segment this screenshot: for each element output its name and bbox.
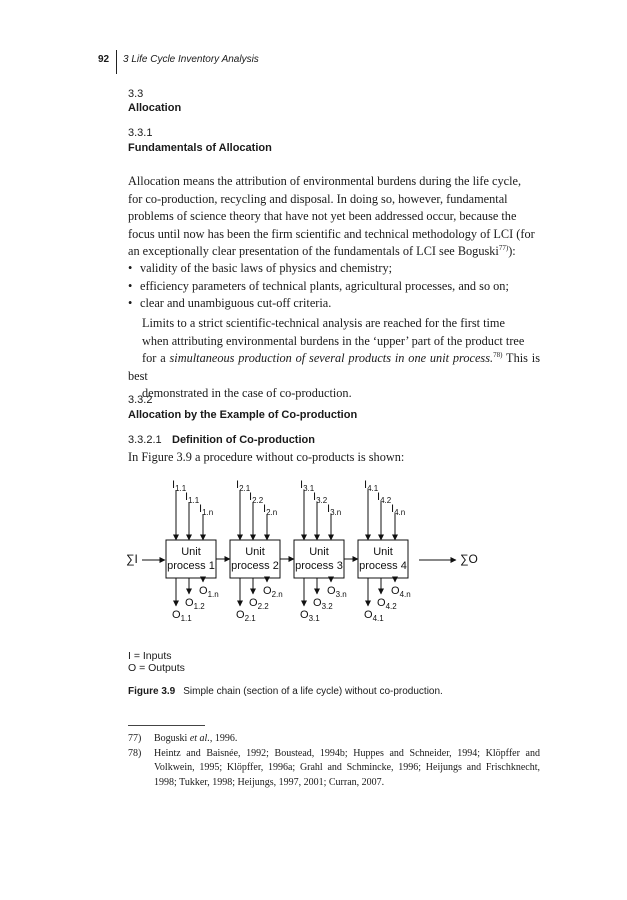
input-label: $I_{3.1}$ xyxy=(300,479,315,493)
output-label: $O_{4.n}$ xyxy=(391,585,411,599)
output-label: $O_{3.1}$ xyxy=(300,609,320,623)
figure-caption-text: Simple chain (section of a life cycle) without co-production. xyxy=(183,686,443,697)
subsection-title: Fundamentals of Allocation xyxy=(128,142,272,154)
output-label: $O_{3.n}$ xyxy=(327,585,347,599)
figure-caption xyxy=(128,686,443,697)
unit-process-label: process 1 xyxy=(167,560,215,572)
unit-process-chain-diagram xyxy=(0,478,627,678)
unit-process-label: Unit xyxy=(373,546,393,558)
footnotes xyxy=(128,732,540,790)
input-label: $I_{4.1}$ xyxy=(364,479,379,493)
footnote-77: 77) Boguski et al., 1996. xyxy=(128,733,238,744)
list-item: • clear and unambiguous cut-off criteria. xyxy=(128,295,540,313)
paragraph-allocation-intro: Allocation means the attribution of environmental burdens during the life cycle, for co-production, recycling and disposal. In doing so, however, fundamental problems of science theory that have not yet been addressed occur, because the focus until now has been the firm scientific and technical methodology of LCI (for an exceptionally clear presentation of the fundamentals of LCI see Boguski$^{77)}$): xyxy=(128,174,535,258)
output-label: $O_{2.1}$ xyxy=(236,609,256,623)
unit-process-label: Unit xyxy=(309,546,329,558)
list-item: • validity of the basic laws of physics and chemistry; xyxy=(128,260,540,278)
paragraph-limits: Limits to a strict scientific-technical analysis are reached for the first time when attributing environmental burdens in the ‘upper’ part of the product tree for a simultaneous production of several products in one unit process.$^{78)}$ This is best demonstrated in the case of co-production. xyxy=(128,316,540,400)
subsection-number: 3.3.1 xyxy=(128,127,153,139)
input-label: $I_{4.n}$ xyxy=(391,503,406,517)
output-label: $O_{1.2}$ xyxy=(185,597,205,611)
unit-process-label: Unit xyxy=(181,546,201,558)
section-title: Allocation xyxy=(128,102,182,114)
output-label: $O_{4.2}$ xyxy=(377,597,397,611)
input-label: $I_{1.1}$ xyxy=(172,479,187,493)
footnote-divider xyxy=(128,725,205,726)
footnote-ref-78[interactable]: 78) xyxy=(493,350,503,359)
subsection-number: 3.3.2 xyxy=(128,394,153,406)
output-label: $O_{2.n}$ xyxy=(263,585,283,599)
input-label: $I_{3.2}$ xyxy=(313,491,328,505)
input-label: $I_{3.n}$ xyxy=(327,503,342,517)
legend-inputs: I = Inputs xyxy=(128,650,172,662)
header-divider xyxy=(116,50,117,74)
page-number: 92 xyxy=(98,54,110,65)
list-item: • efficiency parameters of technical plants, agricultural processes, and so on; xyxy=(128,278,540,296)
input-label: $I_{4.2}$ xyxy=(377,491,392,505)
unit-process-label: Unit xyxy=(245,546,265,558)
legend-outputs: O = Outputs xyxy=(128,662,185,674)
subsubsection-title: Definition of Co-production xyxy=(172,434,315,446)
output-label: $O_{2.2}$ xyxy=(249,597,269,611)
footnote-ref-77[interactable]: 77) xyxy=(498,243,509,252)
figure-intro-sentence: In Figure 3.9 a procedure without co-products is shown: xyxy=(128,450,405,464)
section-number: 3.3 xyxy=(128,88,144,100)
unit-process-label: process 4 xyxy=(359,560,407,572)
output-label: $O_{4.1}$ xyxy=(364,609,384,623)
subsubsection-number: 3.3.2.1 xyxy=(128,434,162,446)
criteria-list xyxy=(128,260,540,313)
input-label: $I_{2.2}$ xyxy=(249,491,264,505)
sum-outputs-label: ∑O xyxy=(460,552,478,566)
input-label: $I_{1.n}$ xyxy=(199,503,214,517)
input-label: $I_{2.1}$ xyxy=(236,479,251,493)
output-label: $O_{1.n}$ xyxy=(199,585,219,599)
figure-label: Figure 3.9 xyxy=(128,686,176,697)
unit-process-label: process 3 xyxy=(295,560,343,572)
unit-process-label: process 2 xyxy=(231,560,279,572)
page-header xyxy=(0,50,627,76)
output-label: $O_{3.2}$ xyxy=(313,597,333,611)
subsection-title: Allocation by the Example of Co-production xyxy=(128,409,358,421)
footnote-78: 78) Heintz and Baisnée, 1992; Boustead, 1994b; Huppes and Schneider, 1994; Klöpffer and Volkwein, 1995; Klöpffer, 1996a; Grahl and Schmincke, 1996; Heijungs and Frischknecht, 1998; Tukker, 1998; Heijungs, 1997, 2001; Curran, 2007. xyxy=(128,747,540,788)
running-head: 3 Life Cycle Inventory Analysis xyxy=(123,54,259,65)
input-label: $I_{2.n}$ xyxy=(263,503,278,517)
diagram-legend xyxy=(128,650,185,674)
output-label: $O_{1.1}$ xyxy=(172,609,192,623)
input-label: $I_{1.1}$ xyxy=(185,491,200,505)
sum-inputs-label: ∑I xyxy=(126,552,138,566)
